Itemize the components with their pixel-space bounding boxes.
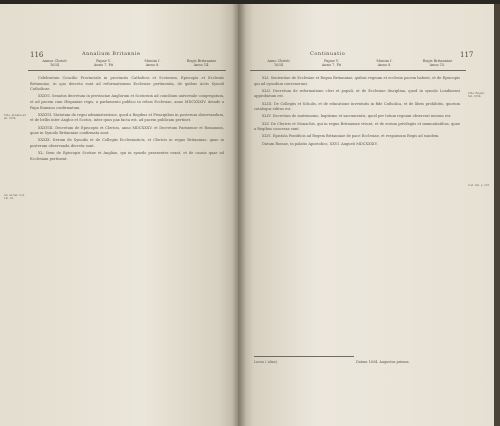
left-col-3: Munim I. Anno 8. xyxy=(144,59,161,67)
left-margin-note: An. ad Vat. Cod. Lib. 16. xyxy=(4,194,26,201)
right-running-head: Continuatio xyxy=(310,51,346,57)
left-paragraph: XL. Item de Episcopis Scotiae et Angliae, qui in synodo praesentes erant, et de causis quae ad Ecclesiam pertinent. xyxy=(30,151,224,161)
left-body-text xyxy=(30,76,224,164)
left-col-4: Regis Britanniae Anno 14. xyxy=(186,59,217,67)
right-paragraph: XLIII. De Collegiis et Scholis, et de educatione iuventutis in fide Catholica, et de libris prohibitis, quorum catalogus editus est. xyxy=(254,101,460,112)
footnote-rule xyxy=(254,356,354,357)
right-margin-note: Cod. Vat. p. 218. xyxy=(468,184,490,187)
left-paragraph: XXXIX. Iterum de Synodis et de Collegiis Ecclesiasticis, et Clericis in regno Britanniae, quae in posterum observanda decreta sunt. xyxy=(30,138,224,148)
left-paragraph: XXXVI. Senatus decretum in provinciae Anglorum et Scotorum ad concilium universale congregatum, et ad pacem cum Hispaniae regis, a parlamento publico in rebus Ecclesiae, anno MDCXXXIV. deinde a Papa Romano confirmatum. xyxy=(30,94,224,110)
right-paragraph: XLI. Sententiae de Ecclesiae et Regno Britanniae, quibus regnum et ecclesia pacem habent, et de Episcopis qui ad synodum convenerunt. xyxy=(254,76,460,86)
left-col-1: Annus Christi 1634 xyxy=(42,59,67,67)
right-col-3: Munim I. Anno 8. xyxy=(376,59,393,67)
left-col-2: Papae V. Anno 7. Pii xyxy=(93,59,114,67)
left-paragraph: XXXVIII. Decretum de Episcopis et Clericis, anno MDCXXXV. et Decretum Parisiense et Romanum, quae in Synodo Britanniae confirmata sunt. xyxy=(30,125,224,136)
right-margin-note: Vide. Regist. Vat. 1634. xyxy=(468,92,485,99)
right-col-1: Anno Christi 1634 xyxy=(267,59,290,67)
footnote-right: Datum 1634. Augustus primus. xyxy=(356,360,410,364)
right-paragraph: XLVI. Epistola Pontificis ad Regem Britanniae de pace Ecclesiae, et responsum Regis ad eandem. xyxy=(262,134,440,139)
right-page-number: 117 xyxy=(460,51,474,59)
left-page xyxy=(0,4,238,426)
right-col-4: Regis Britanniae Anno 15. xyxy=(422,59,453,67)
footnote-left: Locus ( alias). xyxy=(254,360,278,364)
right-column-header xyxy=(252,59,464,67)
right-body-text xyxy=(254,76,460,149)
right-paragraph: XLIV. Decretum de matrimonio, baptismo et sacramentis, quod per totum regnum observari iussum est. xyxy=(262,114,452,119)
left-running-head: Annalium Britannie xyxy=(82,51,141,57)
left-header-rule xyxy=(28,70,226,71)
right-paragraph: Datum Romae, in palatio Apostolico, XXVI. Augusti MDCXXXIV. xyxy=(262,141,378,146)
right-header-rule xyxy=(250,70,466,71)
left-margin-note: Vide. Annales ad an. 1634. xyxy=(4,114,26,121)
left-paragraph: Celebratum Concilio Provinciale in provinciis Catholicis et Scotorum, Episcopis et Ecclesiis Britanniae, in quo decreta sunt ad reformationem Ecclesiae pertinentia, de quibus Actis Synodi Catholicae. xyxy=(30,76,224,92)
right-page xyxy=(238,4,500,426)
right-col-2: Papae V. Anno 7. Pii xyxy=(321,59,342,67)
right-paragraph: XLV. De Clericis et Monachis, qui in regno Britanniae vivunt, et de eorum privilegiis et immunitatibus, quae a Regibus concessa sunt. xyxy=(254,121,460,132)
left-column-header xyxy=(30,59,226,67)
left-paragraph: XXXVII. Statutum de regni administratione, quod a Regibus et Principibus in posterum observandum, et de bellis inter Anglos et Scotos, inter quos pax facta est, ad pacem publicam pertinet. xyxy=(30,112,224,123)
left-page-number: 116 xyxy=(30,51,44,59)
right-paragraph: XLII. Decretum de reformatione cleri et populi, et de Ecclesiae disciplina, quod in synodo Londinensi approbatum est. xyxy=(254,88,460,99)
page-edge xyxy=(494,4,500,426)
book-gutter xyxy=(232,4,246,426)
open-book xyxy=(0,4,500,426)
